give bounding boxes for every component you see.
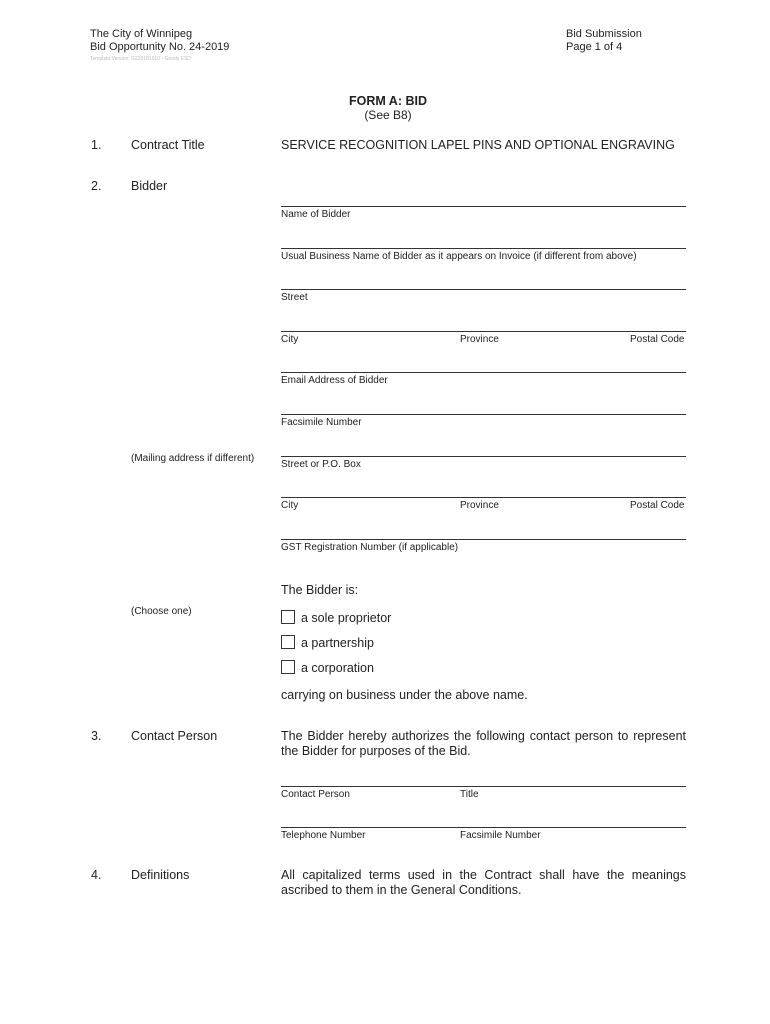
gst-field[interactable] [281, 539, 686, 540]
gst-caption: GST Registration Number (if applicable) [281, 542, 459, 553]
mailing-address-note: (Mailing address if different) [131, 453, 255, 464]
fax-field[interactable] [281, 414, 686, 415]
header-right [566, 28, 642, 54]
city-caption: City [281, 334, 299, 345]
province-caption: Province [460, 334, 499, 345]
postal-code-caption: Postal Code [630, 334, 685, 345]
partnership-label: a partnership [301, 636, 374, 650]
definitions-label: Definitions [131, 868, 190, 882]
definitions-text: All capitalized terms used in the Contract shall have the meanings ascribed to them in the General Conditions. [281, 868, 686, 897]
bid-submission-label: Bid Submission [566, 28, 642, 40]
corporation-label: a corporation [301, 661, 374, 675]
contract-title-value: SERVICE RECOGNITION LAPEL PINS AND OPTIONAL ENGRAVING [281, 138, 675, 152]
mailing-city-caption: City [281, 500, 299, 511]
street-po-caption: Street or P.O. Box [281, 459, 361, 470]
fax-caption: Facsimile Number [281, 417, 362, 428]
street-caption: Street [281, 292, 308, 303]
mailing-city-province-postal-field[interactable] [281, 497, 686, 498]
template-version-note: Template Version: G220181010 - Goods ESD [90, 56, 191, 62]
mailing-province-caption: Province [460, 500, 499, 511]
section-4-number: 4. [91, 868, 102, 882]
sole-proprietor-label: a sole proprietor [301, 611, 392, 625]
bidder-label: Bidder [131, 179, 168, 193]
usual-business-name-field[interactable] [281, 248, 686, 249]
contact-person-caption: Contact Person [281, 789, 350, 800]
corporation-checkbox[interactable] [281, 660, 295, 674]
email-caption: Email Address of Bidder [281, 375, 388, 386]
choose-one-note: (Choose one) [131, 606, 192, 617]
contract-title-label: Contract Title [131, 138, 205, 152]
bidder-is-label: The Bidder is: [281, 583, 359, 597]
contact-person-title-field[interactable] [281, 786, 686, 787]
city-province-postal-field[interactable] [281, 331, 686, 332]
city-name: The City of Winnipeg [90, 28, 193, 40]
telephone-fax-field[interactable] [281, 827, 686, 828]
section-3-number: 3. [91, 729, 102, 743]
contact-person-label: Contact Person [131, 729, 218, 743]
carrying-on-business-text: carrying on business under the above name. [281, 688, 528, 702]
form-subtitle: (See B8) [364, 108, 412, 122]
sole-proprietor-checkbox[interactable] [281, 610, 295, 624]
section-2-number: 2. [91, 179, 102, 193]
section-1-number: 1. [91, 138, 102, 152]
contact-fax-caption: Facsimile Number [460, 830, 541, 841]
usual-business-name-caption: Usual Business Name of Bidder as it appears on Invoice (if different from above) [281, 251, 637, 262]
name-of-bidder-field[interactable] [281, 206, 686, 207]
form-title: FORM A: BID [349, 94, 427, 108]
contact-authorization-text: The Bidder hereby authorizes the following contact person to represent the Bidder for purposes of the Bid. [281, 729, 686, 758]
telephone-caption: Telephone Number [281, 830, 366, 841]
header-left [90, 28, 229, 54]
bid-opportunity-number: Bid Opportunity No. 24-2019 [90, 41, 230, 53]
name-of-bidder-caption: Name of Bidder [281, 209, 351, 220]
street-field[interactable] [281, 289, 686, 290]
email-field[interactable] [281, 372, 686, 373]
mailing-postal-code-caption: Postal Code [630, 500, 685, 511]
page-indicator: Page 1 of 4 [566, 41, 623, 53]
title-caption: Title [460, 789, 479, 800]
partnership-checkbox[interactable] [281, 635, 295, 649]
street-po-field[interactable] [281, 456, 686, 457]
